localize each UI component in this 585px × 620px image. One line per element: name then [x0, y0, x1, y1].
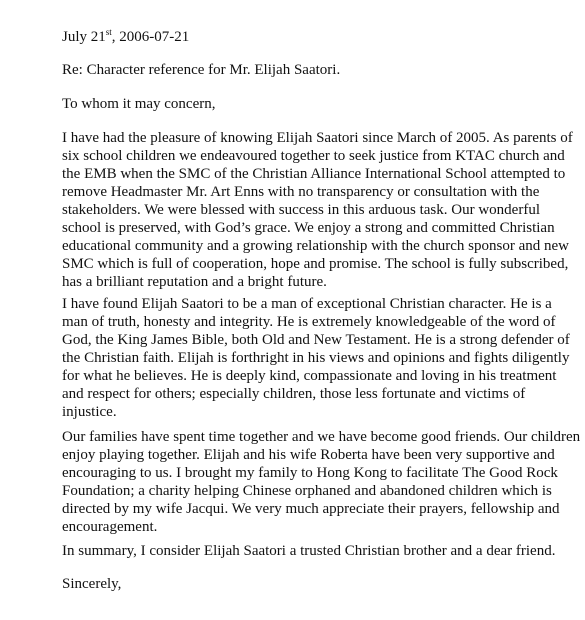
paragraph-acquaintance — [62, 129, 573, 291]
paragraph-line: the Christian faith. Elijah is forthright in his views and opinions and fights diligently — [62, 350, 570, 366]
paragraph-line: enjoy playing together. Elijah and his wife Roberta have been very supportive and — [62, 447, 555, 463]
paragraph-line: encouraging to us. I brought my family to Hong Kong to facilitate The Good Rock — [62, 465, 558, 481]
date-rest: , 2006-07-21 — [111, 29, 190, 45]
date-month-day: July 21 — [62, 29, 106, 45]
paragraph-line: educational community and a growing relationship with the church sponsor and new — [62, 238, 569, 254]
paragraph-line: God, the King James Bible, both Old and New Testament. He is a strong defender of — [62, 332, 570, 348]
paragraph-character — [62, 295, 570, 421]
paragraph-line: school is preserved, with God’s grace. We enjoy a strong and committed Christian — [62, 220, 555, 236]
paragraph-line: directed by my wife Jacqui. We very much appreciate their prayers, fellowship and — [62, 501, 560, 517]
paragraph-line: six school children we endeavoured together to seek justice from KTAC church and — [62, 148, 565, 164]
paragraph-line: for what he believes. He is deeply kind, compassionate and loving in his treatment — [62, 368, 557, 384]
paragraph-line: and respect for others; especially children, those less fortunate and victims of — [62, 386, 526, 402]
paragraph-line: man of truth, honesty and integrity. He is extremely knowledgeable of the word of — [62, 314, 556, 330]
paragraph-line: I have had the pleasure of knowing Elijah Saatori since March of 2005. As parents of — [62, 130, 573, 146]
letter-date — [62, 28, 562, 46]
paragraph-line: SMC which is full of cooperation, hope and promise. The school is fully subscribed, — [62, 256, 569, 272]
paragraph-families — [62, 428, 581, 536]
paragraph-line: has a brilliant reputation and a bright future. — [62, 274, 327, 290]
paragraph-line: remove Headmaster Mr. Art Enns with no transparency or consultation with the — [62, 184, 540, 200]
paragraph-line: In summary, I consider Elijah Saatori a trusted Christian brother and a dear friend. — [62, 543, 556, 559]
date-superscript: st — [105, 27, 112, 37]
paragraph-summary — [62, 542, 562, 560]
paragraph-line: stakeholders. We were blessed with success in this arduous task. Our wonderful — [62, 202, 540, 218]
subject-line: Re: Character reference for Mr. Elijah Saatori. — [62, 62, 341, 78]
paragraph-line: injustice. — [62, 404, 117, 420]
paragraph-line: the EMB when the SMC of the Christian Alliance International School attempted to — [62, 166, 566, 182]
paragraph-line: encouragement. — [62, 519, 158, 535]
salutation: To whom it may concern, — [62, 96, 216, 112]
paragraph-line: Our families have spent time together and we have become good friends. Our children — [62, 429, 581, 445]
closing: Sincerely, — [62, 576, 122, 592]
paragraph-line: Foundation; a charity helping Chinese orphaned and abandoned children which is — [62, 483, 552, 499]
paragraph-line: I have found Elijah Saatori to be a man of exceptional Christian character. He is a — [62, 296, 552, 312]
